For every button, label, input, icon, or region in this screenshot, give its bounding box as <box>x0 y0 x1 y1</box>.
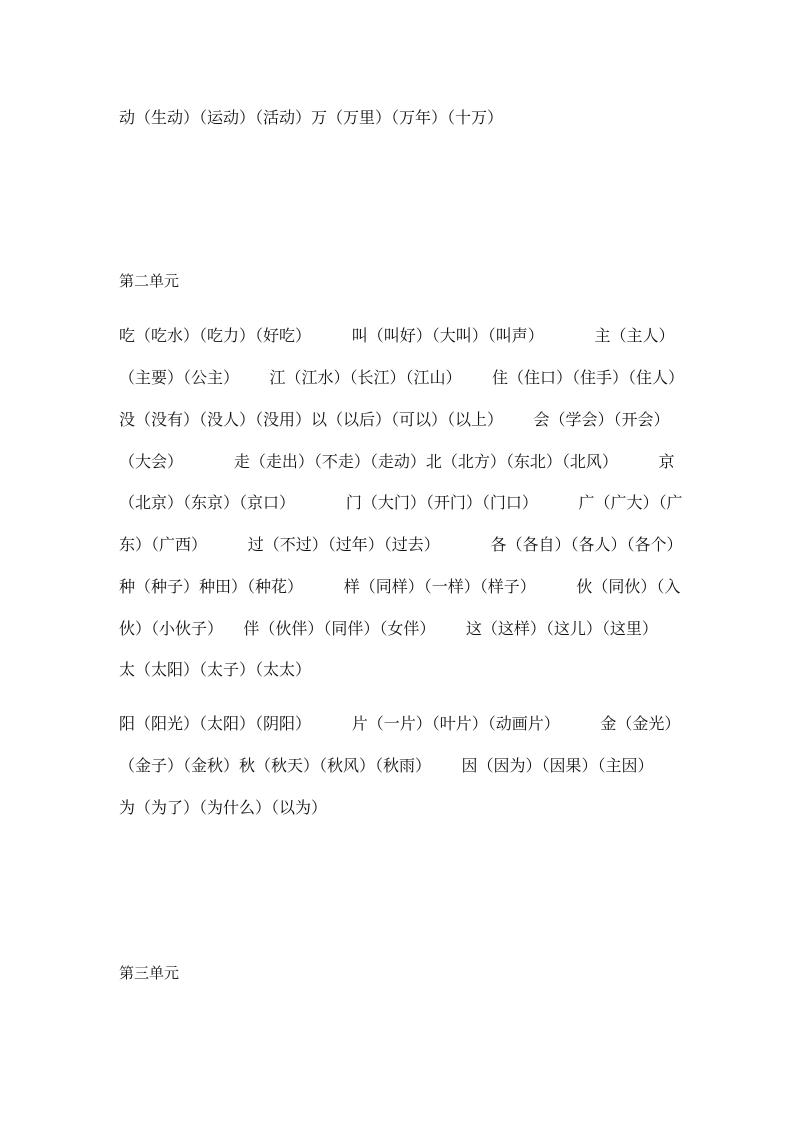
unit2-line-8: 伙）（小伙子） 伴（伙伴）（同伴）（女伴） 这（这样）（这儿）（这里） <box>119 619 658 638</box>
unit2-line-6: 东）（广西） 过（不过）（过年）（过去） 各（各自）（各人）（各个） <box>119 535 683 554</box>
unit2-line-11: （金子）（金秋）秋（秋天）（秋风）（秋雨） 因（因为）（因果）（主因） <box>119 756 654 775</box>
unit2-heading: 第二单元 <box>119 272 180 290</box>
intro-line: 动（生动）（运动）（活动）万（万里）（万年）（十万） <box>119 108 504 127</box>
unit2-line-10: 阳（阳光）（太阳）（阴阳） 片（一片）（叶片）（动画片） 金（金光） <box>119 714 681 733</box>
unit2-line-4: （大会） 走（走出）（不走）（走动）北（北方）（东北）（北风） 京 <box>119 452 675 471</box>
unit3-heading: 第三单元 <box>119 964 180 982</box>
unit2-line-12: 为（为了）（为什么）（以为） <box>119 798 328 817</box>
unit2-line-7: 种（种子）种田）（种花） 样（同样）（一样）（样子） 伙（同伙）（入 <box>119 577 681 596</box>
unit2-line-3: 没（没有）（没人）（没用）以（以后）（可以）（以上） 会（学会）（开会） <box>119 410 670 429</box>
unit2-line-2: （主要）（公主） 江（江水）（长江）（江山） 住（住口）（住手）（住人） <box>119 368 685 387</box>
unit2-line-5: （北京）（东京）（京口） 门（大门）（开门）（门口） 广（广大）（广 <box>119 493 683 512</box>
unit2-line-9: 太（太阳）（太子）（太太） <box>119 660 312 679</box>
unit2-line-1: 吃（吃水）（吃力）（好吃） 叫（叫好）（大叫）（叫声） 主（主人） <box>119 326 675 345</box>
